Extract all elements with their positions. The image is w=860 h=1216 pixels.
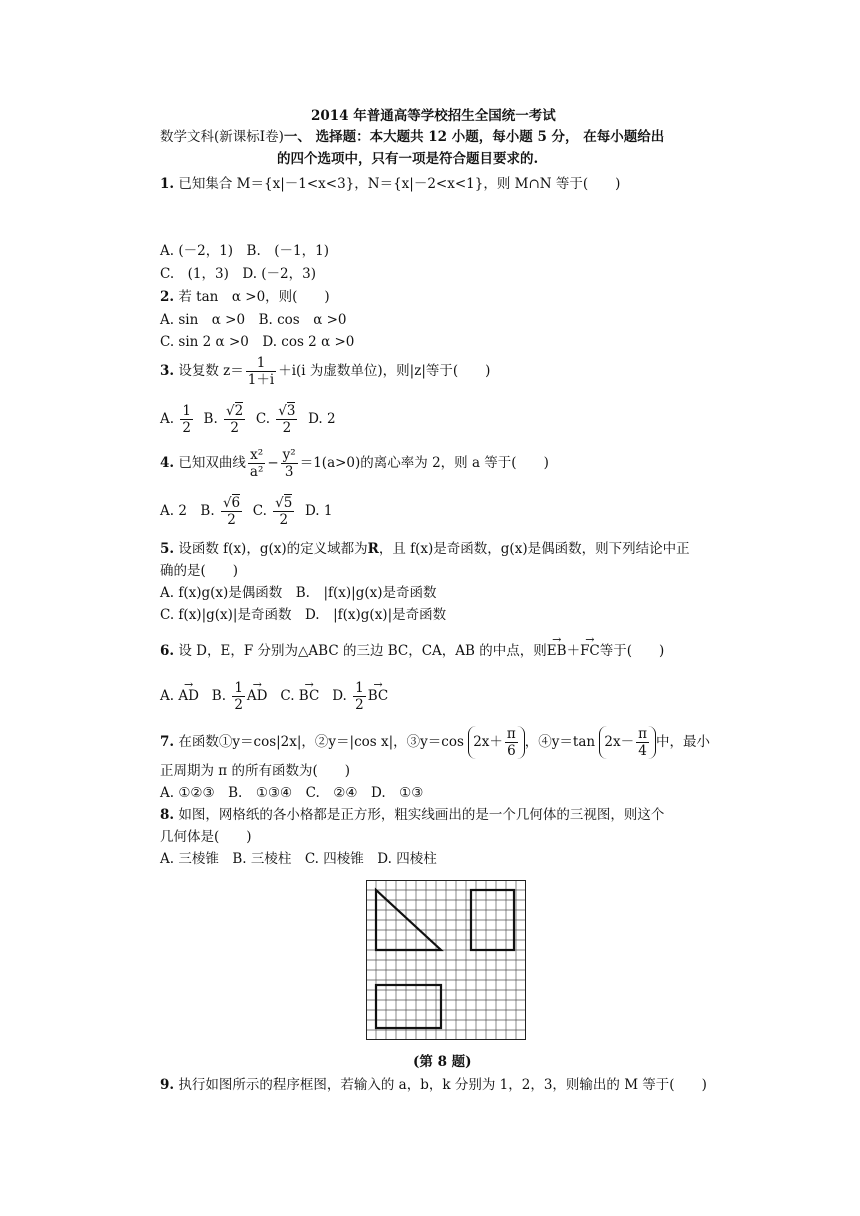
question-2 xyxy=(160,288,330,306)
question-number: 2. xyxy=(160,289,175,305)
q3-options: A. $\frac{1}{2}$ B. √ $\frac{2}{2}$ C. √ $\frac{3}{2}$ D. 2 xyxy=(160,403,336,436)
vector: → EB xyxy=(547,642,567,660)
question-4: 4. 已知双曲线 $\frac{\text{x²}}{\text{a²}}$ − $\frac{\text{y²}}{3}$ ＝1(a>0)的离心率为 2，则 a 等于( ) xyxy=(160,447,549,480)
fraction: √ $\frac{6}{2}$ xyxy=(221,495,242,528)
fraction: √ $\frac{2}{2}$ xyxy=(224,403,245,436)
question-9: 9. 执行如图所示的程序框图，若输入的 a，b，k 分别为 1，2，3，则输出的 M 等于( ) xyxy=(160,1077,707,1093)
question-stem-b: ＋i(i 为虚数单位)，则|z|等于( ) xyxy=(278,363,491,379)
paren-expression: 2x－ $\frac{\pi}{4}$ xyxy=(599,726,656,759)
q5-stem-cont: 确的是( ) xyxy=(160,563,239,579)
fraction: $\frac{\text{x²}}{\text{a²}}$ xyxy=(249,447,264,480)
question-number: 4. xyxy=(160,455,175,471)
q1-options-2: C. (1，3) D. (－2，3) xyxy=(160,266,316,282)
three-view-figure xyxy=(366,880,526,1040)
question-number: 6. xyxy=(160,643,175,659)
q7-options: A. ①②③ B. ①③④ C. ②④ D. ①③ xyxy=(160,785,424,801)
figure-caption: (第 8 题) xyxy=(413,1054,472,1070)
q5-options-2: C. f(x)|g(x)|是奇函数 D. |f(x)g(x)|是奇函数 xyxy=(160,607,447,623)
question-7: 7. 在函数①y＝cos|2x|，②y＝|cos x|，③y＝cos 2x＋ $\frac{\pi}{6}$ ，④y＝tan 2x－ $\frac{\pi}{4}$ 中，最小 xyxy=(160,726,710,759)
question-1 xyxy=(160,175,620,193)
q2-options-2: C. sin 2 α >0 D. cos 2 α >0 xyxy=(160,334,355,350)
question-number: 5. xyxy=(160,541,175,557)
question-8: 8. 如图，网格纸的各小格都是正方形，粗实线画出的是一个几何体的三视图，则这个 xyxy=(160,807,665,823)
question-5: 5. 设函数 f(x)，g(x)的定义域都为R，且 f(x)是奇函数，g(x)是偶函数，则下列结论中正 xyxy=(160,541,690,557)
q2-options-1: A. sin α >0 B. cos α >0 xyxy=(160,312,347,328)
fraction: √ $\frac{5}{2}$ xyxy=(273,495,294,528)
q5-options-1: A. f(x)g(x)是偶函数 B. |f(x)|g(x)是奇函数 xyxy=(160,585,437,601)
question-number: 7. xyxy=(160,734,175,750)
q8-options: A. 三棱锥 B. 三棱柱 C. 四棱锥 D. 四棱柱 xyxy=(160,851,437,867)
subject-label: 数学文科(新课标Ⅰ卷) xyxy=(160,129,284,145)
fraction: $\frac{\text{y²}}{3}$ xyxy=(282,447,296,480)
fraction: $\frac{1}{2}$ xyxy=(355,680,364,713)
subtitle-line-2: 的四个选项中，只有一项是符合题目要求的. xyxy=(277,151,539,167)
section-heading: 一、 选择题：本大题共 12 小题，每小题 5 分， 在每小题给出 xyxy=(283,129,665,145)
question-stem-a: 设复数 z＝ xyxy=(178,363,244,379)
q7-stem-cont: 正周期为 π 的所有函数为( ) xyxy=(160,763,350,779)
fraction: √ $\frac{3}{2}$ xyxy=(276,403,297,436)
question-number: 9. xyxy=(160,1077,175,1093)
question-stem: 已知集合 M＝{x|－1<x<3}，N＝{x|－2<x<1}，则 M∩N 等于( ) xyxy=(178,176,621,192)
q4-options: A. 2 B. √ $\frac{6}{2}$ C. √ $\frac{5}{2}$ D. 1 xyxy=(160,495,332,528)
fraction: $\frac{1}{1+i}$ xyxy=(247,355,275,388)
question-number: 3. xyxy=(160,363,175,379)
fraction: $\frac{1}{2}$ xyxy=(182,403,191,436)
exam-title: 2014 年普通高等学校招生全国统一考试 xyxy=(311,108,556,124)
question-6: 6. 设 D，E，F 分别为△ABC 的三边 BC，CA，AB 的中点，则→ EB＋→ FC等于( ) xyxy=(160,642,664,660)
question-stem: 若 tan α >0，则( ) xyxy=(178,289,330,305)
q1-options-1: A. (－2，1) B. (－1，1) xyxy=(160,243,329,259)
q6-options: A. → AD B. $\frac{1}{2}$ → AD C. → BC D. $\frac{1}{2}$ → BC xyxy=(160,680,388,713)
question-3 xyxy=(160,355,490,388)
subtitle-line-1 xyxy=(160,128,664,146)
question-number: 8. xyxy=(160,807,175,823)
vector: → FC xyxy=(580,642,600,660)
paren-expression: 2x＋ $\frac{\pi}{6}$ xyxy=(468,726,525,759)
fraction: $\frac{1}{2}$ xyxy=(234,680,243,713)
q8-stem-cont: 几何体是( ) xyxy=(160,829,252,845)
question-number: 1. xyxy=(160,176,175,192)
